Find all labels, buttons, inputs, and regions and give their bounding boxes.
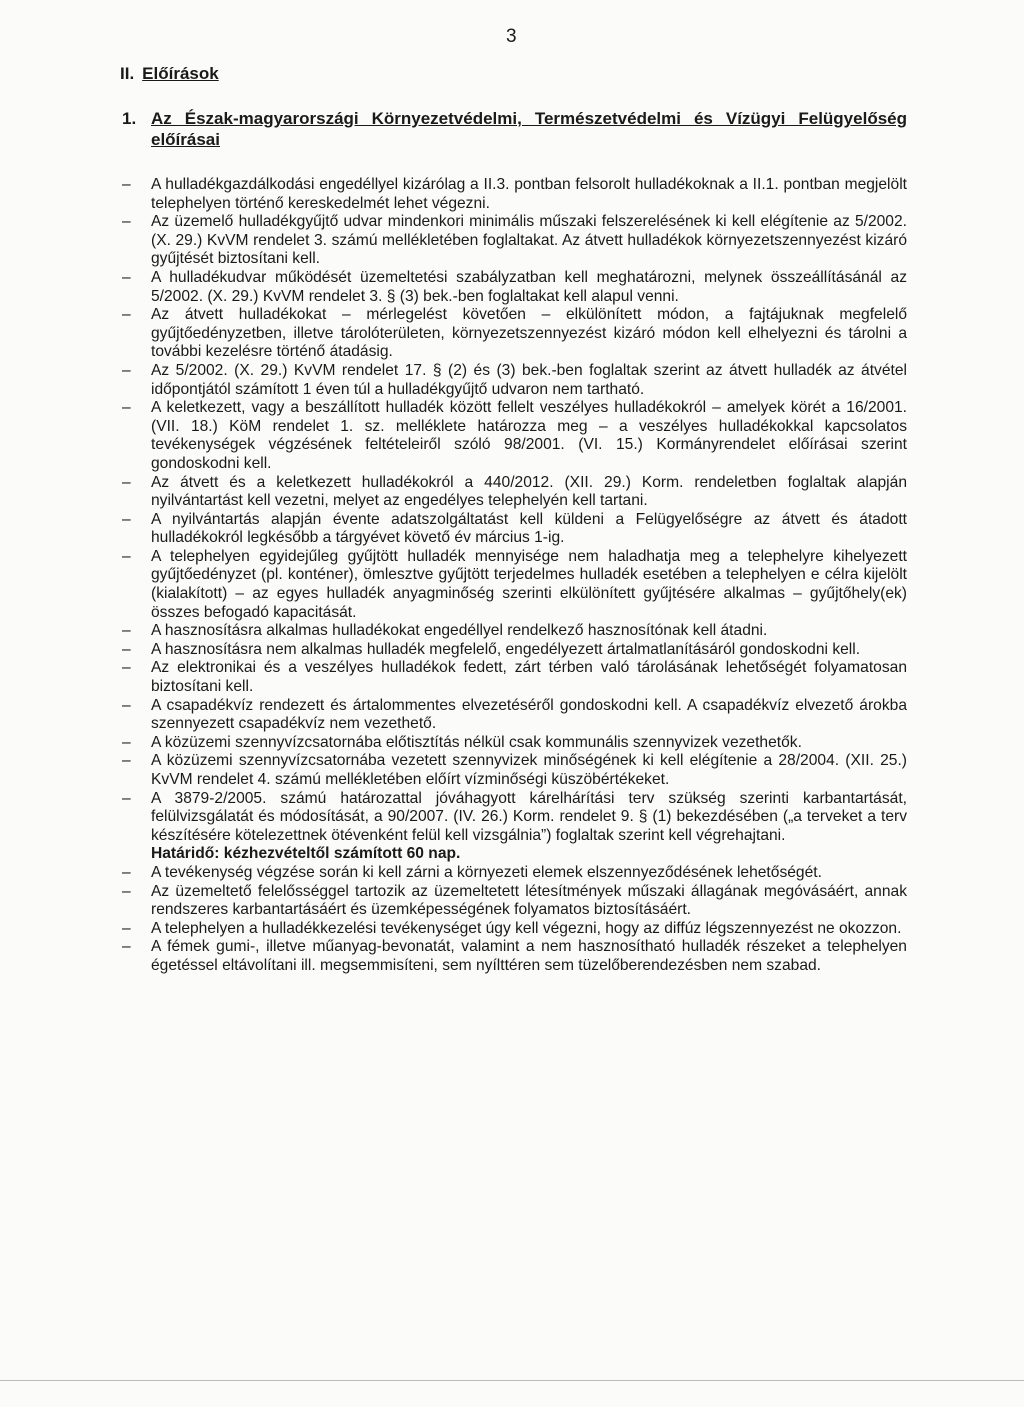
- requirement-text: A nyilvántartás alapján évente adatszolgáltatást kell küldeni a Felügyelőségre az átvett és átadott hulladékokról legkésőbb a tárgyévet követő év március 1-ig.: [151, 510, 907, 547]
- list-dash: –: [122, 752, 131, 770]
- page-number: 3: [506, 26, 517, 47]
- requirements-list: [122, 176, 907, 976]
- requirement-text: A telephelyen egyidejűleg gyűjtött hulladék mennyisége nem haladhatja meg a telephelyre kihelyezett gyűjtőedényzet (pl. konténer), ömlesztve gyűjtött terjedelmes hulladék esetében a telephelyen e célra kijelölt (kialakított) – az egyes hulladék anyagminőség szerinti elkülönített gyűjtésére alkalmas – gyűjtőhely(ek) összes befogadó kapacitását.: [151, 547, 907, 621]
- requirement-item: [122, 734, 907, 753]
- list-dash: –: [122, 863, 131, 881]
- requirement-text: A hasznosításra alkalmas hulladékokat engedéllyel rendelkező hasznosítónak kell átadni.: [151, 622, 768, 640]
- requirement-text: A hulladékgazdálkodási engedéllyel kizárólag a II.3. pontban felsorolt hulladékoknak a II.1. pontban megjelölt telephelyen történő kereskedelmét lehet végezni.: [151, 176, 907, 212]
- requirement-text: A közüzemi szennyvízcsatornába vezetett szennyvizek minőségének ki kell elégítenie a 28/2004. (XII. 25.) KvVM rendelet 4. számú mellékletében előírt vízminőségi küszöbértékeket.: [151, 752, 907, 788]
- list-dash: –: [122, 176, 131, 193]
- requirement-text: Az 5/2002. (X. 29.) KvVM rendelet 17. § (2) és (3) bek.-ben foglaltak szerint az átvett hulladék az átvétel időpontjától számított 1 éven túl a hulladékgyűjtő udvaron nem tartható.: [151, 361, 907, 398]
- subsection-title: Az Észak-magyarországi Környezetvédelmi, Természetvédelmi és Vízügyi Felügyelőség előírásai: [151, 109, 907, 149]
- requirement-item: [122, 883, 907, 920]
- requirement-text: A telephelyen a hulladékkezelési tevékenységet úgy kell végezni, hogy az diffúz légszennyezést ne okozzon.: [151, 919, 902, 937]
- list-dash: –: [122, 789, 131, 807]
- requirement-item: [122, 362, 907, 399]
- requirement-text: A csapadékvíz rendezett és ártalommentes elvezetéséről gondoskodni kell. A csapadékvíz elvezető árokba szennyezett csapadékvíz nem vezethető.: [151, 696, 907, 733]
- list-dash: –: [122, 938, 131, 956]
- list-dash: –: [122, 268, 131, 286]
- requirement-text: A hulladékudvar működését üzemeltetési szabályzatban kell meghatározni, melynek összeállításánál az 5/2002. (X. 29.) KvVM rendelet 3. § (3) bek.-ben foglaltakat kell alapul venni.: [151, 268, 907, 305]
- requirement-item: [122, 474, 907, 511]
- requirement-text: Az átvett hulladékokat – mérlegelést követően – elkülönített módon, a fajtájuknak megfelelő gyűjtőedényzetben, illetve tárolóterületen, környezetszennyezést kizáró módon kell elhelyezni és tárolni a további kezelésre történő átadásig.: [151, 306, 907, 361]
- requirement-item: [122, 641, 907, 660]
- list-dash: –: [122, 640, 131, 658]
- list-dash: –: [122, 399, 131, 417]
- requirement-text: A közüzemi szennyvízcsatornába előtisztítás nélkül csak kommunális szennyvizek vezethetők.: [151, 733, 802, 751]
- subsection-number: 1.: [122, 109, 137, 128]
- requirement-text: A 3879-2/2005. számú határozattal jóváhagyott kárelhárítási terv szükség szerinti karbantartását, felülvizsgálatát és módosítását, a 90/2007. (IV. 26.) Korm. rendelet 9. § (1) bekezdésében („a terveket a terv készítésére kötelezettnek ötévenként felül kell vizsgálnia”) foglaltak szerint kell végrehajtani.: [151, 789, 907, 844]
- requirement-item: [122, 399, 907, 473]
- deadline-note: Határidő: kézhezvételtől számított 60 nap.: [151, 845, 461, 863]
- list-dash: –: [122, 547, 131, 565]
- requirement-item: [122, 920, 907, 939]
- list-dash: –: [122, 473, 131, 491]
- requirement-item: [122, 938, 907, 975]
- requirement-text: Az üzemeltető felelősséggel tartozik az üzemeltetett létesítmények műszaki állagának megóvásáért, annak rendszeres karbantartásáért és üzemképességének folyamatos biztosításáért.: [151, 882, 907, 919]
- requirement-item: [122, 622, 907, 641]
- list-dash: –: [122, 919, 131, 937]
- subsection-heading: [122, 108, 907, 150]
- list-dash: –: [122, 733, 131, 751]
- requirement-item: [122, 269, 907, 306]
- requirement-item: [122, 659, 907, 696]
- list-dash: –: [122, 306, 131, 324]
- list-dash: –: [122, 696, 131, 714]
- requirement-item: [122, 176, 907, 213]
- list-dash: –: [122, 659, 131, 677]
- section-title: Előírások: [142, 64, 219, 83]
- requirement-item: [122, 790, 907, 864]
- requirement-item: [122, 548, 907, 622]
- scan-edge-line: [0, 1380, 1024, 1381]
- list-dash: –: [122, 361, 131, 379]
- list-dash: –: [122, 882, 131, 900]
- requirement-text: Az elektronikai és a veszélyes hulladékok fedett, zárt térben való tárolásának lehetőségét folyamatosan biztosítani kell.: [151, 659, 907, 696]
- requirement-text: Az átvett és a keletkezett hulladékokról a 440/2012. (XII. 29.) Korm. rendeletben foglaltak alapján nyilvántartást kell vezetni, melyet az engedélyes telephelyén kell tartani.: [151, 473, 907, 510]
- requirement-text: A fémek gumi-, illetve műanyag-bevonatát, valamint a nem hasznosítható hulladék részeket a telephelyen égetéssel eltávolítani ill. megsemmisíteni, sem nyílttéren sem tüzelőberendezésben nem szabad.: [151, 938, 907, 974]
- requirement-item: [122, 306, 907, 362]
- list-dash: –: [122, 622, 131, 640]
- section-heading: [120, 64, 219, 84]
- section-number: II.: [120, 64, 135, 83]
- requirement-text: A tevékenység végzése során ki kell zárni a környezeti elemek elszennyeződésének lehetőségét.: [151, 863, 822, 881]
- requirement-item: [122, 864, 907, 883]
- list-dash: –: [122, 510, 131, 528]
- requirement-item: [122, 511, 907, 548]
- requirement-text: A keletkezett, vagy a beszállított hulladék között fellelt veszélyes hulladékokról – amelyek körét a 16/2001. (VII. 18.) KöM rendelet 1. sz. melléklete határozza meg – a veszélyes hulladékokkal kapcsolatos tevékenységek végzésének feltételeiről szóló 98/2001. (VI. 15.) Kormányrendelet előírásai szerint gondoskodni kell.: [151, 399, 907, 472]
- requirement-text: A hasznosításra nem alkalmas hulladék megfelelő, engedélyezett ártalmatlanításáról gondoskodni kell.: [151, 640, 861, 658]
- requirement-item: [122, 752, 907, 789]
- requirement-item: [122, 213, 907, 269]
- list-dash: –: [122, 213, 131, 231]
- requirements-content: [122, 176, 907, 976]
- requirement-item: [122, 697, 907, 734]
- requirement-text: Az üzemelő hulladékgyűjtő udvar mindenkori minimális műszaki felszerelésének ki kell elégítenie az 5/2002. (X. 29.) KvVM rendelet 3. számú mellékletében foglaltakat. Az átvett hulladékok környezetszennyezést kizáró gyűjtését biztosítani kell.: [151, 213, 907, 268]
